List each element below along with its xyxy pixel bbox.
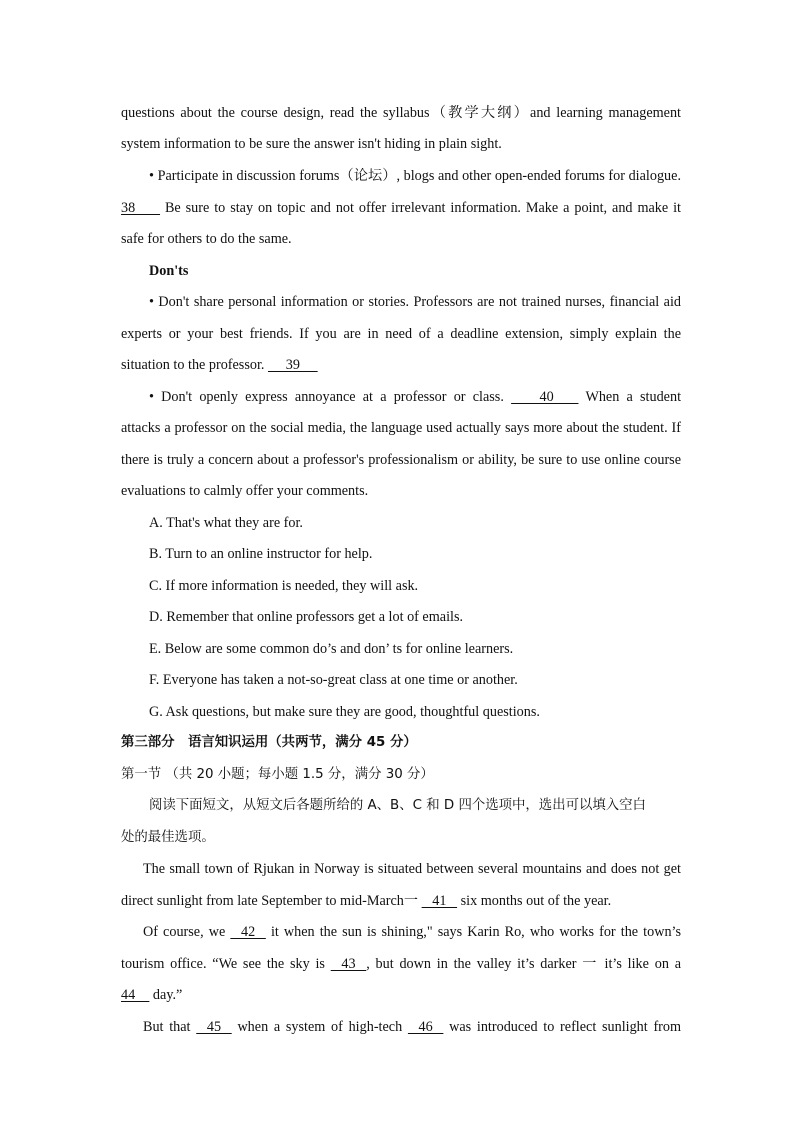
text-span: • Don't openly express annoyance at a professor or class. — [149, 389, 504, 405]
option-f: F. Everyone has taken a not-so-great class at one time or another. — [149, 672, 518, 688]
text-line: attacks a professor on the social media, the language used actually says more about the student. If — [121, 420, 681, 436]
passage-line-42 — [143, 922, 681, 942]
passage-line-41 — [121, 891, 681, 911]
passage-line-43 — [121, 954, 681, 974]
text-span: was introduced to reflect sunlight from — [449, 1019, 682, 1035]
blank-41: 41 — [421, 893, 458, 909]
text-line: questions about the course design, read the syllabus（教学大纲）and learning management — [121, 105, 681, 121]
donts-heading: Don'ts — [149, 263, 189, 279]
text-line: experts or your best friends. If you are in need of a deadline extension, simply explain the — [121, 326, 681, 342]
bullet-dont-express — [149, 387, 681, 407]
text-span: Of course, we — [143, 924, 226, 940]
text-line-38 — [121, 198, 681, 218]
option-b: B. Turn to an online instructor for help. — [149, 546, 373, 562]
blank-46: 46 — [407, 1019, 444, 1035]
text-line: safe for others to do the same. — [121, 231, 292, 247]
blank-44: 44 — [121, 987, 150, 1003]
part3-title: 第三部分 语言知识运用（共两节，满分 45 分） — [121, 735, 417, 750]
blank-38: 38 — [121, 200, 161, 216]
text-line: system information to be sure the answer isn't hiding in plain sight. — [121, 136, 502, 152]
blank-39: 39 — [267, 357, 318, 373]
text-span: , but down in the valley it’s darker 一 it’s like on a — [366, 956, 681, 972]
option-d: D. Remember that online professors get a lot of emails. — [149, 609, 464, 625]
text-line-39 — [121, 355, 681, 375]
text-span: But that — [143, 1019, 191, 1035]
bullet-participate: • Participate in discussion forums（论坛）, blogs and other open-ended forums for dialogue. — [149, 168, 681, 184]
text-line: evaluations to calmly offer your comments. — [121, 483, 369, 499]
text-span: it when the sun is shining," says Karin Ro, who works for the town’s — [270, 924, 682, 940]
text-span: tourism office. “We see the sky is — [121, 956, 325, 972]
blank-40: 40 — [511, 389, 579, 405]
text-span: day.” — [152, 987, 183, 1003]
text-span: situation to the professor. — [121, 357, 265, 373]
option-e: E. Below are some common do’s and don’ ts for online learners. — [149, 641, 514, 657]
text-span: Be sure to stay on topic and not offer irrelevant information. Make a point, and make it — [160, 200, 681, 216]
text-span: direct sunlight from late September to mid-March一 — [121, 893, 419, 909]
option-a: A. That's what they are for. — [149, 515, 303, 531]
section1-title: 第一节 （共 20 小题；每小题 1.5 分，满分 30 分） — [121, 767, 434, 782]
blank-42: 42 — [230, 924, 266, 940]
option-g: G. Ask questions, but make sure they are good, thoughtful questions. — [149, 704, 540, 720]
instructions-line2: 处的最佳选项。 — [121, 830, 215, 845]
blank-43: 43 — [330, 956, 367, 972]
option-c: C. If more information is needed, they will ask. — [149, 578, 419, 594]
text-span: When a student — [585, 389, 682, 405]
passage-line-44 — [121, 985, 681, 1005]
text-span: when a system of high-tech — [237, 1019, 403, 1035]
instructions-line1: 阅读下面短文，从短文后各题所给的 A、B、C 和 D 四个选项中，选出可以填入空白 — [149, 798, 646, 813]
bullet-dont-share: • Don't share personal information or stories. Professors are not trained nurses, financial aid — [149, 294, 681, 310]
text-span: six months out of the year. — [460, 893, 612, 909]
blank-45: 45 — [196, 1019, 232, 1035]
passage-line-45 — [143, 1017, 681, 1037]
text-line: there is truly a concern about a professor's professionalism or ability, be sure to use online course — [121, 452, 681, 468]
passage-line: The small town of Rjukan in Norway is situated between several mountains and does not get — [143, 861, 681, 877]
